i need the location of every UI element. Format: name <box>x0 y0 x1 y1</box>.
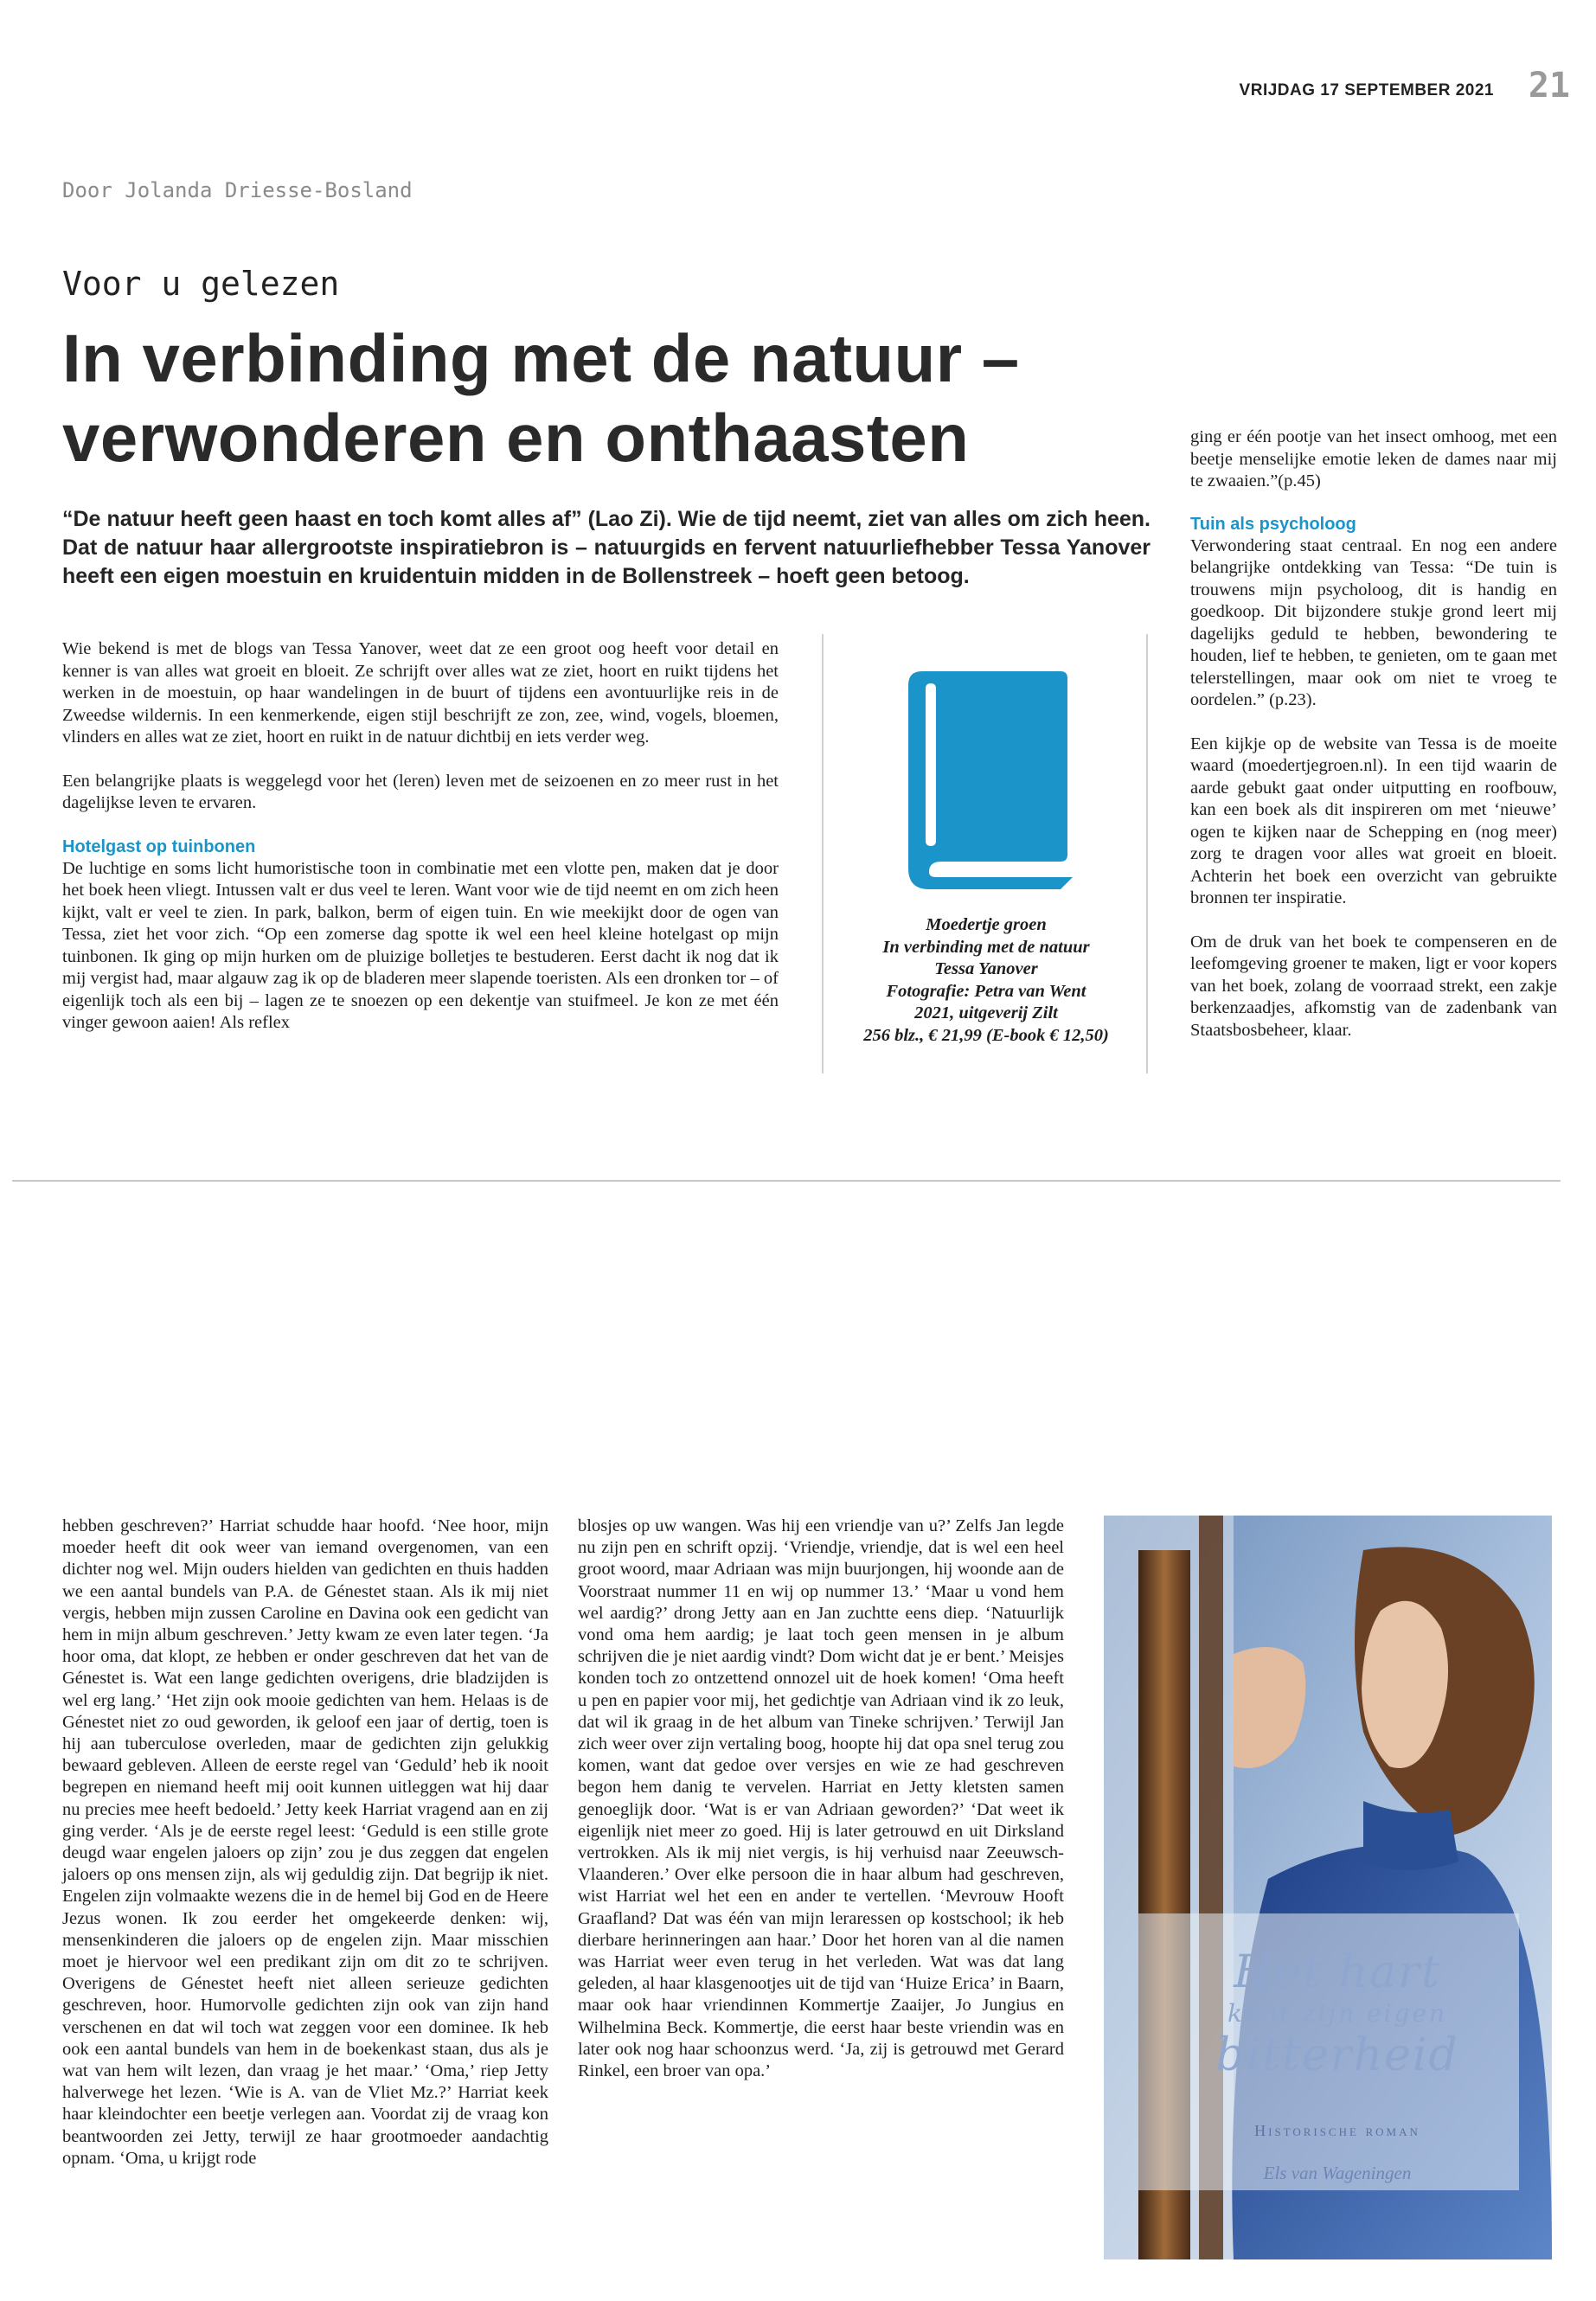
lede: “De natuur heeft geen haast en toch komt alles af” (Lao Zi). Wie de tijd neemt, ziet van alles om zich heen. Dat de natuur haar allergrootste inspiratiebron is – natuurgids en fervent natuurliefhebber Tessa Yanover heeft een eigen moestuin en kruidentuin midden in de Bollenstreek – hoeft geen betoog. <box>62 507 1151 588</box>
headline-line-2: verwonderen en onthaasten <box>62 400 970 476</box>
book-author: Tessa Yanover <box>934 959 1038 978</box>
book-price: 256 blz., € 21,99 (E-book € 12,50) <box>863 1025 1109 1045</box>
book-icon-spine <box>926 683 936 846</box>
subheading-hotelgast: Hotelgast op tuinbonen <box>62 836 256 856</box>
cover-title-line: kent zijn eigen <box>1227 1999 1448 2028</box>
page-number: 21 <box>1528 66 1570 106</box>
book-title: Moedertje groen <box>926 915 1047 934</box>
paragraph: ging er één pootje van het insect omhoog, met een beetje menselijke emotie leken de dames naar mij te zwaaien.”(p.45) <box>1190 427 1557 490</box>
paragraph: De luchtige en soms licht humoristische toon in combinatie met een vlotte pen, maken dat je door het boek heen vliegt. Intussen valt er dus veel te leren. Want voor wie de tijd neemt en om zich heen kijkt, valt er veel te zien. In park, balkon, berm of eigen tuin. En wie meekijkt door de ogen van Tessa, ziet het voor zich. “Op een zomerse dag spotte ik wel een heel kleine hotelgast op mijn tuinbonen. Ik ging op mijn hurken om de pluizige bolletjes te bestuderen. Eerst dacht ik nog dat ik mij vergist had, maar algauw zag ik op de bladeren meer slapende toeristen. Als een dronken tor – of eigenlijk toch als een bij – lagen ze te snoezen op een dekentje van stuifmeel. Je kon ze met één vinger gewoon aaien! Als reflex <box>62 858 779 1032</box>
story-text: hebben geschreven?’ Harriat schudde haar hoofd. ‘Nee hoor, mijn moeder heeft dit ook weer van iemand overgenomen, van een dichter nog wel. Mijn ouders hielden van gedichten en thuis hadden we een aantal bundels van P.A. de Génestet staan. Als ik mij niet vergis, hebben mijn zussen Caroline en Davina ook een gedicht van hem in mijn album geschreven.’ Jetty kwam ze even later tegen. ‘Ja hoor oma, dat klopt, ze hebben er onder geschreven dat het van de Génestet is. Wat een lange gedichten overigens, drie bladzijden is wel erg lang.’ ‘Het zijn ook mooie gedichten van hem. Helaas is de Génestet niet zo oud geworden, ik geloof een jaar of dertig, toen is hij aan tuberculose overleden, maar de gedichten zijn gelukkig bewaard gebleven. Alleen de eerste regel van ‘Geduld’ heb ik nooit begrepen en niemand heeft mij ooit kunnen uitleggen wat hij daar nu precies mee heeft bedoeld.’ Jetty keek Harriat vragend aan en zij ging verder. ‘Als je de eerste regel leest: ‘Geduld is een stille grote deugd waar engelen jaloers op zijn’ zou je dus zeggen dat engelen jaloers op ons mensen zijn, als wij geduldig zijn. Dat begrijp ik niet. Engelen zijn volmaakte wezens die in de hemel bij God en de Heere Jezus wonen. Ik zou eerder het omgekeerde denken: wij, mensenkinderen die jaloers op de engelen zijn. Maar misschien moet je hiervoor wel een predikant zijn om dit zo te schrijven. Overigens de Génestet heeft niet alleen serieuze gedichten geschreven, hoor. Humorvolle gedichten zijn ook van zijn hand verschenen en dat wil toch wat zeggen voor een dominee. Ik heb ook een aantal bundels van hem in de boekenkast staan, dus als je wat van hem wilt lezen, dan vraag je het maar.’ ‘Oma,’ riep Jetty halverwege het lezen. ‘Wie is A. van de Vliet Mz.?’ Harriat keek haar kleindochter een beetje verlegen aan. Voordat zij de vraag kon beantwoorden zei Jetty, terwijl ze haar grootmoeder aandachtig opnam. ‘Oma, u krijgt rode <box>62 1516 548 2168</box>
story-column-1 <box>62 1516 548 2170</box>
cover-title-line: bitterheid <box>1215 2029 1459 2081</box>
paragraph: Een kijkje op de website van Tessa is de moeite waard (moedertjegroen.nl). In een tijd waarin de aarde gebukt gaat onder uitputting en roofbouw, kan een boek als dit inspireren om met ‘nieuwe’ ogen te kijken naar de Schepping en (nog meer) zorg te dragen voor alles wat groeit en bloeit. Achterin het boek een overzicht van gebruikte bronnen ter inspiratie. <box>1190 734 1557 907</box>
book-cover-image <box>1104 1516 1552 2259</box>
headline <box>62 318 1152 478</box>
section-divider <box>12 1180 1561 1182</box>
kicker: Voor u gelezen <box>62 265 340 303</box>
paragraph: Verwondering staat centraal. En nog een andere belangrijke ontdekking van Tessa: “De tuin is trouwens mijn psycholoog, dit is handig en goedkoop. Dit bijzondere stukje grond leert mij dagelijks geduld te hebben, bewondering te houden, lief te hebben, te genieten, om te gaan met telerstellingen, maar ook om niet te vroeg te oordelen.” (p.23). <box>1190 535 1557 709</box>
story-column-2 <box>578 1516 1064 2082</box>
paragraph: Wie bekend is met de blogs van Tessa Yanover, weet dat ze een groot oog heeft voor detail en kenner is van alles wat groeit en bloeit. Ze schrijft over alles wat ze ziet, hoort en ruikt tijdens het werken in de moestuin, op haar wandelingen in de buurt of tijdens een avontuurlijke reis in de Zweedse wildernis. In een kenmerkende, eigen stijl beschrijft ze zon, zee, wind, vogels, bloemen, vlinders en alles wat ze ziet, hoort en ruikt in de natuur dichtbij en iets verder weg. <box>62 639 779 747</box>
book-photography: Fotografie: Petra van Went <box>886 981 1086 1001</box>
book-icon <box>903 671 1073 889</box>
cover-author: Els van Wageningen <box>1263 2163 1412 2183</box>
issue-date: VRIJDAG 17 SEPTEMBER 2021 <box>1239 81 1494 99</box>
column-divider <box>1146 634 1148 1074</box>
book-subtitle: In verbinding met de natuur <box>882 937 1090 957</box>
paragraph: Om de druk van het boek te compenseren en de leefomgeving groener te maken, ligt er voor kopers van het boek, zolang de voorraad strekt, een zakje berkenzaadjes, afkomstig van de zadenbank van Staatsbosbeheer, klaar. <box>1190 932 1557 1040</box>
cover-title-line: Het hart <box>1234 1946 1441 1998</box>
article-main-column <box>62 638 779 1035</box>
article-right-column <box>1190 426 1557 1042</box>
headline-line-1: In verbinding met de natuur – <box>62 320 1020 396</box>
book-details <box>830 914 1142 1047</box>
column-divider <box>822 634 824 1074</box>
byline: Door Jolanda Driesse-Bosland <box>62 178 413 202</box>
paragraph: Een belangrijke plaats is weggelegd voor het (leren) leven met de seizoenen en zo meer rust in het dagelijkse leven te ervaren. <box>62 771 779 812</box>
cover-genre: Historische roman <box>1254 2122 1420 2139</box>
subheading-psycholoog: Tuin als psycholoog <box>1190 514 1356 534</box>
cover-title <box>1156 1946 1519 2081</box>
book-publisher: 2021, uitgeverij Zilt <box>914 1003 1058 1022</box>
story-text: blosjes op uw wangen. Was hij een vriendje van u?’ Zelfs Jan legde nu zijn pen en schrift opzij. ‘Vriendje, vriendje, dat is wel een heel groot woord, maar Adriaan was mijn buurjongen, hij woonde aan de Voorstraat nummer 11 en wij op nummer 13.’ ‘Maar u vond hem wel aardig?’ drong Jetty aan en Jan zuchtte eens diep. ‘Natuurlijk vond oma hem aardig; je laat toch geen mensen in je album schrijven die je niet aardig vindt? Dom wicht dat je er bent.’ Meisjes konden toch zo ontzettend onnozel uit de hoek komen! ‘Oma heeft u pen en papier voor mij, het gedichtje van Adriaan vind ik zo leuk, dat wil ik graag in de het album van Tineke schrijven.’ Terwijl Jan zich weer over zijn vertaling boog, hoopte hij dat opa snel terug zou komen, want dat gedoe over versjes en wie ze had geschreven begon hem danig te vervelen. Harriat en Jetty kletsten samen genoeglijk door. ‘Wat is er van Adriaan geworden?’ ‘Dat weet ik eigenlijk niet meer zo goed. Hij is later getrouwd en uit Dirksland vertrokken. Als ik mij niet vergis, is hij verhuisd naar Zeeuwsch-Vlaanderen.’ Over elke persoon die in haar album had geschreven, wist Harriat wel het een en ander te vertellen. ‘Mevrouw Hooft Graafland? Dat was één van mijn leraressen op kostschool; ik heb dierbare herinneringen aan haar.’ Door het horen van al die namen was Harriat weer even terug in het verleden. Wat was dat lang geleden, al haar klasgenootjes uit de tijd van ‘Huize Erica’ in Baarn, maar ook haar vriendinnen Kommertje Zaaijer, Jo Jungius en Wilhelmina Beck. Kommertje, die eerst haar beste vriendin was en later ook nog haar schoonzus werd. ‘Ja, zij is getrouwd met Gerard Rinkel, een broer van opa.’ <box>578 1516 1064 2081</box>
